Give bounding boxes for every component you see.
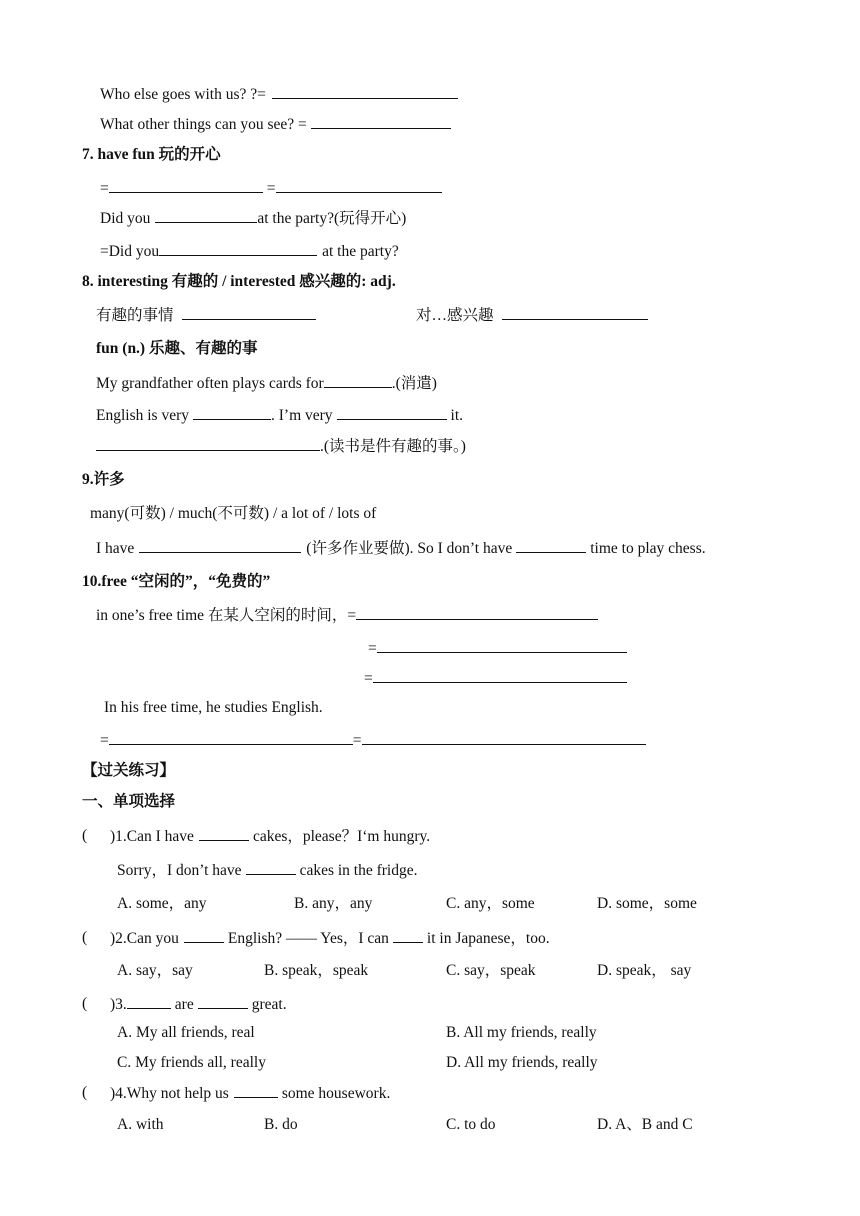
practice-part1: 一、单项选择 xyxy=(82,793,176,810)
s6-line1: Who else goes with us? ?= xyxy=(100,84,458,105)
question-4-option-d[interactable]: D. A、B and C xyxy=(597,1116,693,1133)
s7-equivalents: = = xyxy=(100,178,442,199)
s7-heading: 7. have fun 玩的开心 xyxy=(82,146,221,163)
question-1-option-d[interactable]: D. some，some xyxy=(597,895,697,912)
answer-blank[interactable] xyxy=(393,928,423,943)
answer-blank[interactable] xyxy=(276,178,442,193)
answer-blank[interactable] xyxy=(324,373,392,388)
answer-blank[interactable] xyxy=(311,114,451,129)
question-4-option-a[interactable]: A. with xyxy=(117,1116,164,1133)
s7-example1: Did you at the party?(玩得开心) xyxy=(100,210,407,227)
answer-blank[interactable] xyxy=(377,638,627,653)
answer-blank[interactable] xyxy=(198,994,248,1009)
answer-blank[interactable] xyxy=(373,668,627,683)
question-1-paren: ( xyxy=(82,827,88,844)
s8-item2: 对…感兴趣 xyxy=(416,305,648,326)
answer-blank[interactable] xyxy=(155,208,257,223)
question-4-stem: )4.Why not help us some housework. xyxy=(110,1085,391,1102)
question-3-option-c[interactable]: C. My friends all, really xyxy=(117,1054,266,1071)
question-3-option-d[interactable]: D. All my friends, really xyxy=(446,1054,598,1071)
s10-line1: in one’s free time 在某人空闲的时间，= xyxy=(96,605,598,626)
answer-blank[interactable] xyxy=(234,1083,278,1098)
answer-blank[interactable] xyxy=(193,405,271,420)
question-4-paren: ( xyxy=(82,1084,88,1101)
s9-words: many(可数) / much(不可数) / a lot of / lots of xyxy=(90,505,377,522)
question-1-option-a[interactable]: A. some，any xyxy=(117,895,207,912)
s10-eq3: = xyxy=(364,668,627,689)
question-2-paren: ( xyxy=(82,929,88,946)
s9-example: I have (许多作业要做). So I don’t have time to play chess. xyxy=(96,540,706,557)
s10-example: In his free time, he studies English. xyxy=(104,699,323,716)
answer-blank[interactable] xyxy=(272,84,458,99)
answer-blank[interactable] xyxy=(337,405,447,420)
s8-heading: 8. interesting 有趣的 / interested 感兴趣的: adj. xyxy=(82,273,396,290)
question-1-stem: )1.Can I have cakes，please？I‘m hungry. xyxy=(110,828,431,845)
s9-heading: 9.许多 xyxy=(82,471,125,488)
question-1-option-b[interactable]: B. any，any xyxy=(294,895,373,912)
question-1-option-c[interactable]: C. any，some xyxy=(446,895,535,912)
answer-blank[interactable] xyxy=(127,994,171,1009)
answer-blank[interactable] xyxy=(356,605,598,620)
question-2-option-a[interactable]: A. say，say xyxy=(117,962,193,979)
answer-blank[interactable] xyxy=(109,178,263,193)
answer-blank[interactable] xyxy=(362,730,646,745)
s10-eq2: = xyxy=(368,638,627,659)
question-3-stem: )3. are great. xyxy=(110,996,287,1013)
answer-blank[interactable] xyxy=(516,538,586,553)
answer-blank[interactable] xyxy=(109,730,353,745)
answer-blank[interactable] xyxy=(199,826,249,841)
practice-heading: 【过关练习】 xyxy=(82,762,176,779)
question-1-follow: Sorry，I don’t have cakes in the fridge. xyxy=(117,862,418,879)
question-3-paren: ( xyxy=(82,995,88,1012)
question-2-stem: )2.Can you English? —— Yes，I can it in Japanese，too. xyxy=(110,930,550,947)
s8-fun-heading: fun (n.) 乐趣、有趣的事 xyxy=(96,340,258,357)
answer-blank[interactable] xyxy=(139,538,301,553)
question-3-option-a[interactable]: A. My all friends, real xyxy=(117,1024,255,1041)
question-3-option-b[interactable]: B. All my friends, really xyxy=(446,1024,597,1041)
s8-example2: English is very . I’m very it. xyxy=(96,407,464,424)
answer-blank[interactable] xyxy=(182,305,316,320)
answer-blank[interactable] xyxy=(96,436,320,451)
s6-line2: What other things can you see? = xyxy=(100,114,451,135)
s8-example3: .(读书是件有趣的事。) xyxy=(96,436,466,457)
question-4-option-b[interactable]: B. do xyxy=(264,1116,298,1133)
s8-item1: 有趣的事情 xyxy=(96,305,316,326)
answer-blank[interactable] xyxy=(184,928,224,943)
s8-example1: My grandfather often plays cards for .(消遣) xyxy=(96,375,437,392)
question-2-option-b[interactable]: B. speak，speak xyxy=(264,962,369,979)
question-2-option-c[interactable]: C. say，speak xyxy=(446,962,536,979)
answer-blank[interactable] xyxy=(502,305,648,320)
answer-blank[interactable] xyxy=(246,860,296,875)
question-4-option-c[interactable]: C. to do xyxy=(446,1116,496,1133)
s7-example2: =Did you at the party? xyxy=(100,243,399,260)
question-2-option-d[interactable]: D. speak， say xyxy=(597,962,692,979)
s10-eq4: = = xyxy=(100,730,646,751)
answer-blank[interactable] xyxy=(159,241,317,256)
s10-heading: 10.free “空闲的”，“免费的” xyxy=(82,573,271,590)
